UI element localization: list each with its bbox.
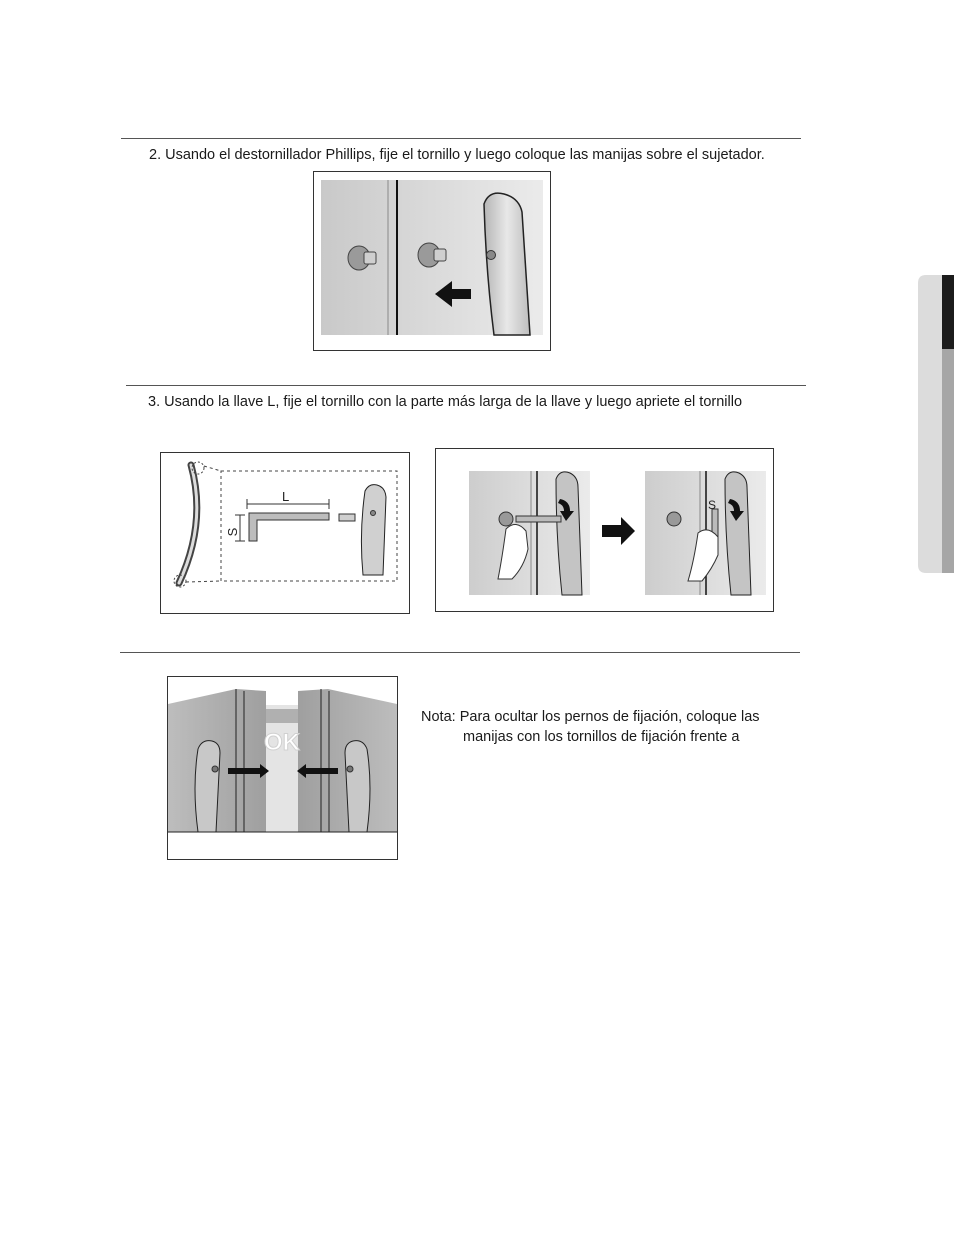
- handle-shape: [361, 485, 386, 575]
- note-line-1: [421, 707, 760, 727]
- side-tab-light-segment: [942, 349, 954, 573]
- note-line-2: [421, 727, 760, 747]
- section-divider: [121, 138, 801, 139]
- wrench-short-label: S: [225, 527, 240, 537]
- l-wrench-icon: [249, 513, 329, 541]
- tighten-step-before: [469, 471, 590, 595]
- handle-shape: [195, 741, 220, 832]
- note-text-line-1: Para ocultar los pernos de fijación, coloque las: [459, 709, 760, 725]
- step-2-text: 2. Usando el destornillador Phillips, fije el tornillo y luego coloque las manijas sobre el sujetador.: [149, 147, 765, 163]
- figure-step3-tighten: [435, 448, 774, 612]
- handle-shape: [345, 741, 370, 832]
- arrow-right-icon: [602, 517, 635, 545]
- note-block: [421, 707, 760, 747]
- note-text-line-2: manijas con los tornillos de fijación frente a: [463, 729, 740, 745]
- wrench-long-label: L: [282, 489, 290, 504]
- section-divider: [126, 385, 806, 386]
- side-tab-dark-segment: [942, 275, 954, 349]
- note-label: Nota:: [421, 709, 456, 725]
- step-3-text: 3. Usando la llave L, fije el tornillo con la parte más larga de la llave y luego apriete el tornillo: [148, 394, 743, 410]
- figure-step2-attach-handle: [313, 171, 551, 351]
- section-divider: [120, 652, 800, 653]
- chapter-side-tab: [918, 275, 954, 573]
- ok-label: OK: [264, 729, 300, 756]
- handle-screw-hole: [487, 251, 496, 260]
- tighten-step-after: [645, 471, 766, 595]
- figure-step3-wrench: [160, 452, 410, 614]
- tighten-short-label: S: [708, 498, 717, 512]
- figure-final-position: [167, 676, 398, 860]
